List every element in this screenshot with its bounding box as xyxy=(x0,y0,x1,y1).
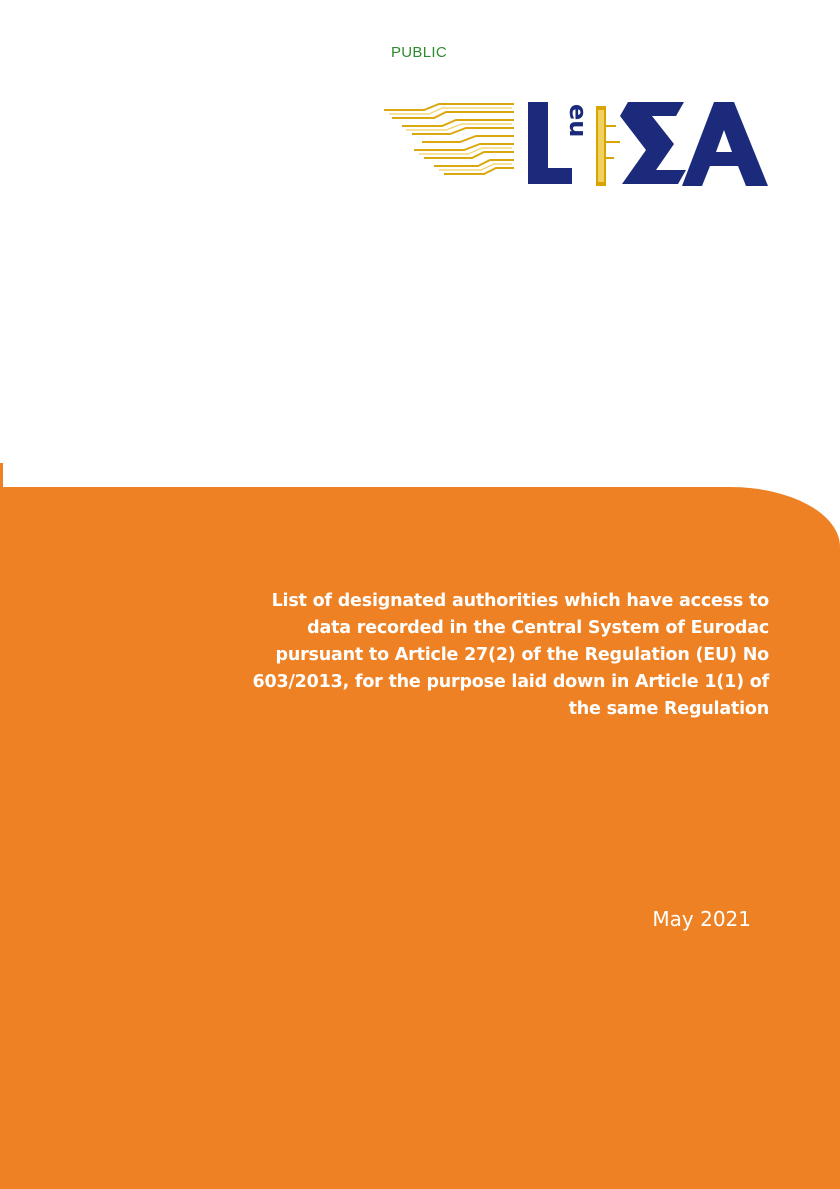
logo-letter-a xyxy=(682,102,768,186)
logo-letter-i xyxy=(596,106,620,186)
classification-label: PUBLIC xyxy=(391,44,447,61)
document-title: List of designated authorities which have access to data recorded in the Central System of Eurodac pursuant to Article 27(2) of the Regulation (EU) No 603/2013, for the purpose laid down in Article 1(1) of the same Regulation xyxy=(252,591,769,719)
document-date: May 2021 xyxy=(652,907,751,931)
eu-lisa-logo xyxy=(384,96,768,192)
logo-letter-eu: eu xyxy=(564,104,592,138)
logo-letter-s xyxy=(620,102,686,184)
